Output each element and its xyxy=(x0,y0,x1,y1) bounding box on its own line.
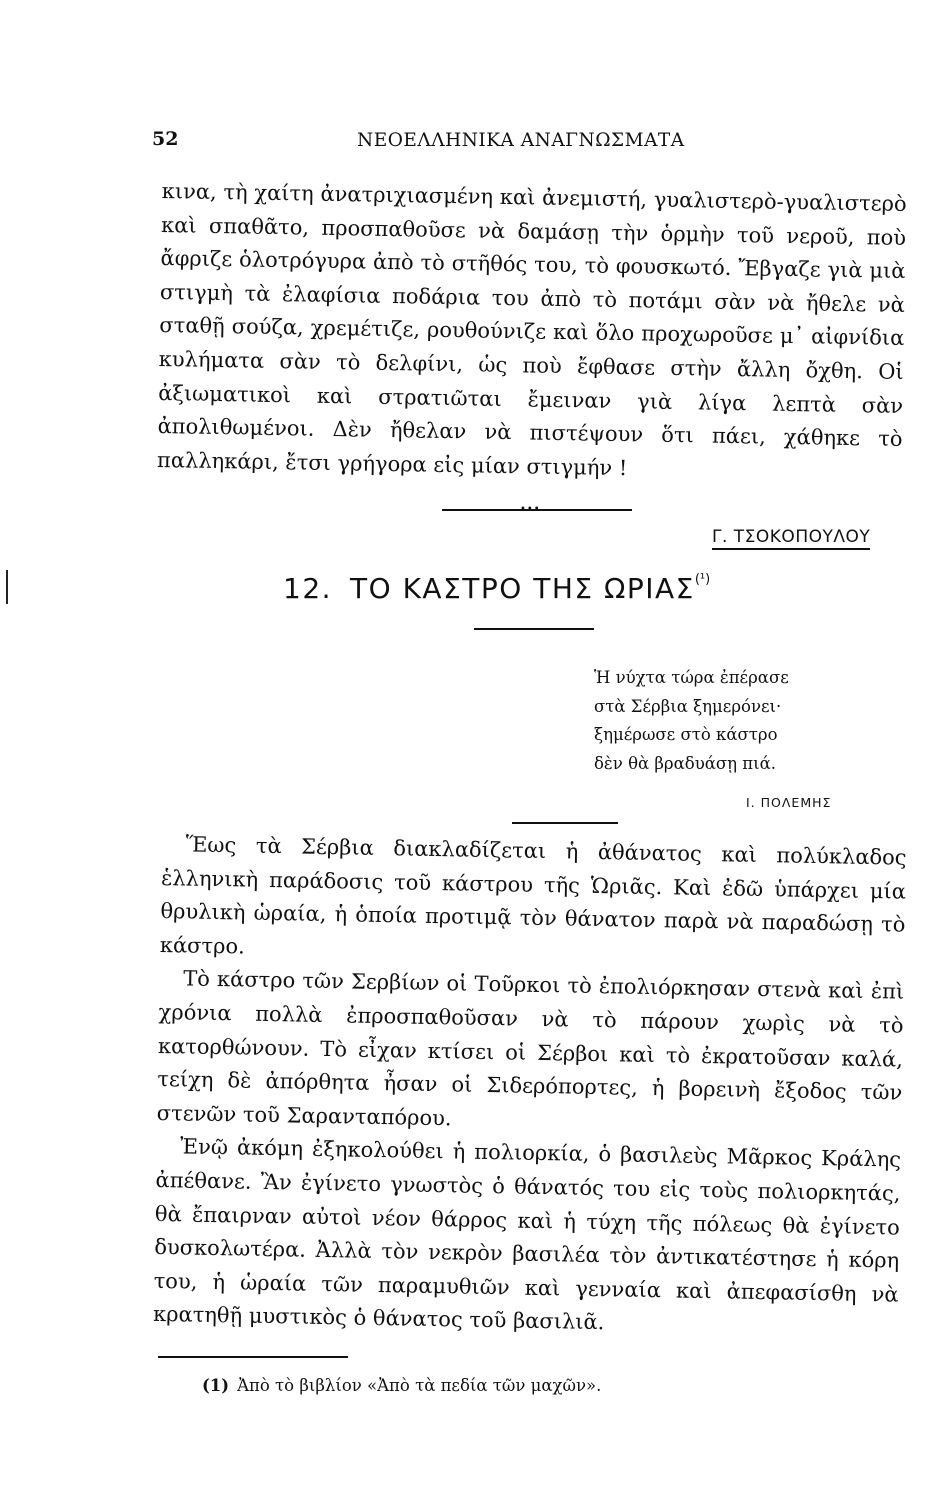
footnote xyxy=(202,1376,601,1395)
body-paragraph: Ἐνῷ ἀκόμη ἐξηκολούθει ἡ πολιορκία, ὁ βασιλεὺς Μᾶρκος Κράλης ἀπέθανε. Ἂν ἐγίνετο γνωστὸς ὁ θάνατός του εἰς τοὺς πολιορκητάς, θὰ ἔπαιρναν αὐτοὶ νέον θάρρος καὶ ἡ τύχη τῆς πόλεως θὰ ἐγίνετο δυσκολωτέρα. Ἀλλὰ τὸν νεκρὸν βασιλέα τὸν ἀντικατέστησε ἡ κόρη του, ἡ ὡραία τῶν παραμυθιῶν καὶ γενναία καὶ ἀπεφασίσθη νὰ κρατηθῇ μυστικὸς ὁ θάνατος τοῦ βασιλιᾶ. xyxy=(152,1134,902,1335)
chapter-heading xyxy=(283,572,710,605)
epigraph-line: Ἡ νύχτα τώρα ἐπέρασε xyxy=(594,668,789,687)
previous-paragraph: κινα, τὴ χαίτη ἀνατριχιασμένη καὶ ἀνεμιστή, γυαλιστερὸ-γυαλιστερὸ καὶ σπαθᾶτο, προσπαθοῦσε νὰ δαμάσῃ τὴν ὁρμὴν τοῦ νεροῦ, ποὺ ἄφριζε ὁλοτρόγυρα ἀπὸ τὸ στῆθός του, τὸ φουσκωτό. Ἔβγαζε γιὰ μιὰ στιγμὴ τὰ ἐλαφίσια ποδάρια του ἀπὸ τὸ ποτάμι σὰν νὰ ἤθελε νὰ σταθῇ σούζα, χρεμέτιζε, ρουθούνιζε καὶ ὅλο προχωροῦσε μ᾽ αἰφνίδια κυλήματα σὰν τὸ δελφίνι, ὡς ποὺ ἔφθασε στὴν ἄλλη ὄχθη. Οἱ ἀξιωματικοὶ καὶ στρατιῶται ἔμειναν γιὰ λίγα λεπτὰ σὰν ἀπολιθωμένοι. Δὲν ἤθελαν νὰ πιστέψουν ὅτι πάει, χάθηκε τὸ παλληκάρι, ἔτσι γρήγορα εἰς μίαν στιγμήν ! xyxy=(156,178,907,480)
footnote-marker: (1) xyxy=(202,1376,230,1395)
chapter-title: ΤΟ ΚΑΣΤΡΟ ΤΗΣ ΩΡΙΑΣ xyxy=(350,572,695,605)
epigraph-rule xyxy=(512,822,618,824)
epigraph-line: ξημέρωσε στὸ κάστρο xyxy=(594,725,778,744)
binding-mark xyxy=(6,570,8,604)
epigraph xyxy=(594,664,789,778)
chapter-footnote-ref: (¹) xyxy=(694,572,711,587)
chapter-number: 12. xyxy=(283,572,333,605)
epigraph-line: δὲν θὰ βραδυάσῃ πιά. xyxy=(594,753,776,773)
body-paragraph: Ἕως τὰ Σέρβια διακλαδίζεται ἡ ἀθάνατος καὶ πολύκλαδος ἑλληνικὴ παράδοσις τοῦ κάστρου τῆς Ὡριᾶς. Καὶ ἐδῶ ὑπάρχει μία θρυλικὴ ὡραία, ἡ ὁποία προτιμᾷ τὸν θάνατον παρὰ νὰ παραδώσῃ τὸ κάστρο. xyxy=(159,832,907,959)
epigraph-author: Ι. ΠΟΛΕΜΗΣ xyxy=(746,795,832,810)
page-number: 52 xyxy=(152,128,179,150)
epigraph-line: στὰ Σέρβια ξημερόνει· xyxy=(594,696,782,716)
page-header xyxy=(152,128,752,158)
previous-section-text xyxy=(157,175,907,490)
footnote-rule xyxy=(158,1356,348,1358)
previous-author-signature: Γ. ΤΣΟΚΟΠΟΥΛΟΥ xyxy=(712,527,870,550)
heading-rule xyxy=(474,628,594,630)
chapter-body xyxy=(153,828,907,1345)
section-divider-ornament: ••• xyxy=(520,504,541,515)
footnote-text: Ἀπὸ τὸ βιβλίον «Ἀπὸ τὰ πεδία τῶν μαχῶν». xyxy=(237,1376,602,1395)
body-paragraph: Τὸ κάστρο τῶν Σερβίων οἱ Τοῦρκοι τὸ ἐπολιόρκησαν στενὰ καὶ ἐπὶ χρόνια πολλὰ ἐπροσπαθοῦσαν νὰ τὸ πάρουν χωρὶς νὰ τὸ κατορθώνουν. Τὸ εἶχαν κτίσει οἱ Σέρβοι καὶ τὸ ἐκρατοῦσαν καλά, τείχη δὲ ἀπόρθητα ἦσαν οἱ Σιδερόπορτες, ἡ βορεινὴ ἔξοδος τῶν στενῶν τοῦ Σαρανταπόρου. xyxy=(156,966,905,1131)
running-title: ΝΕΟΕΛΛΗΝΙΚΑ ΑΝΑΓΝΩΣΜΑΤΑ xyxy=(357,130,685,151)
